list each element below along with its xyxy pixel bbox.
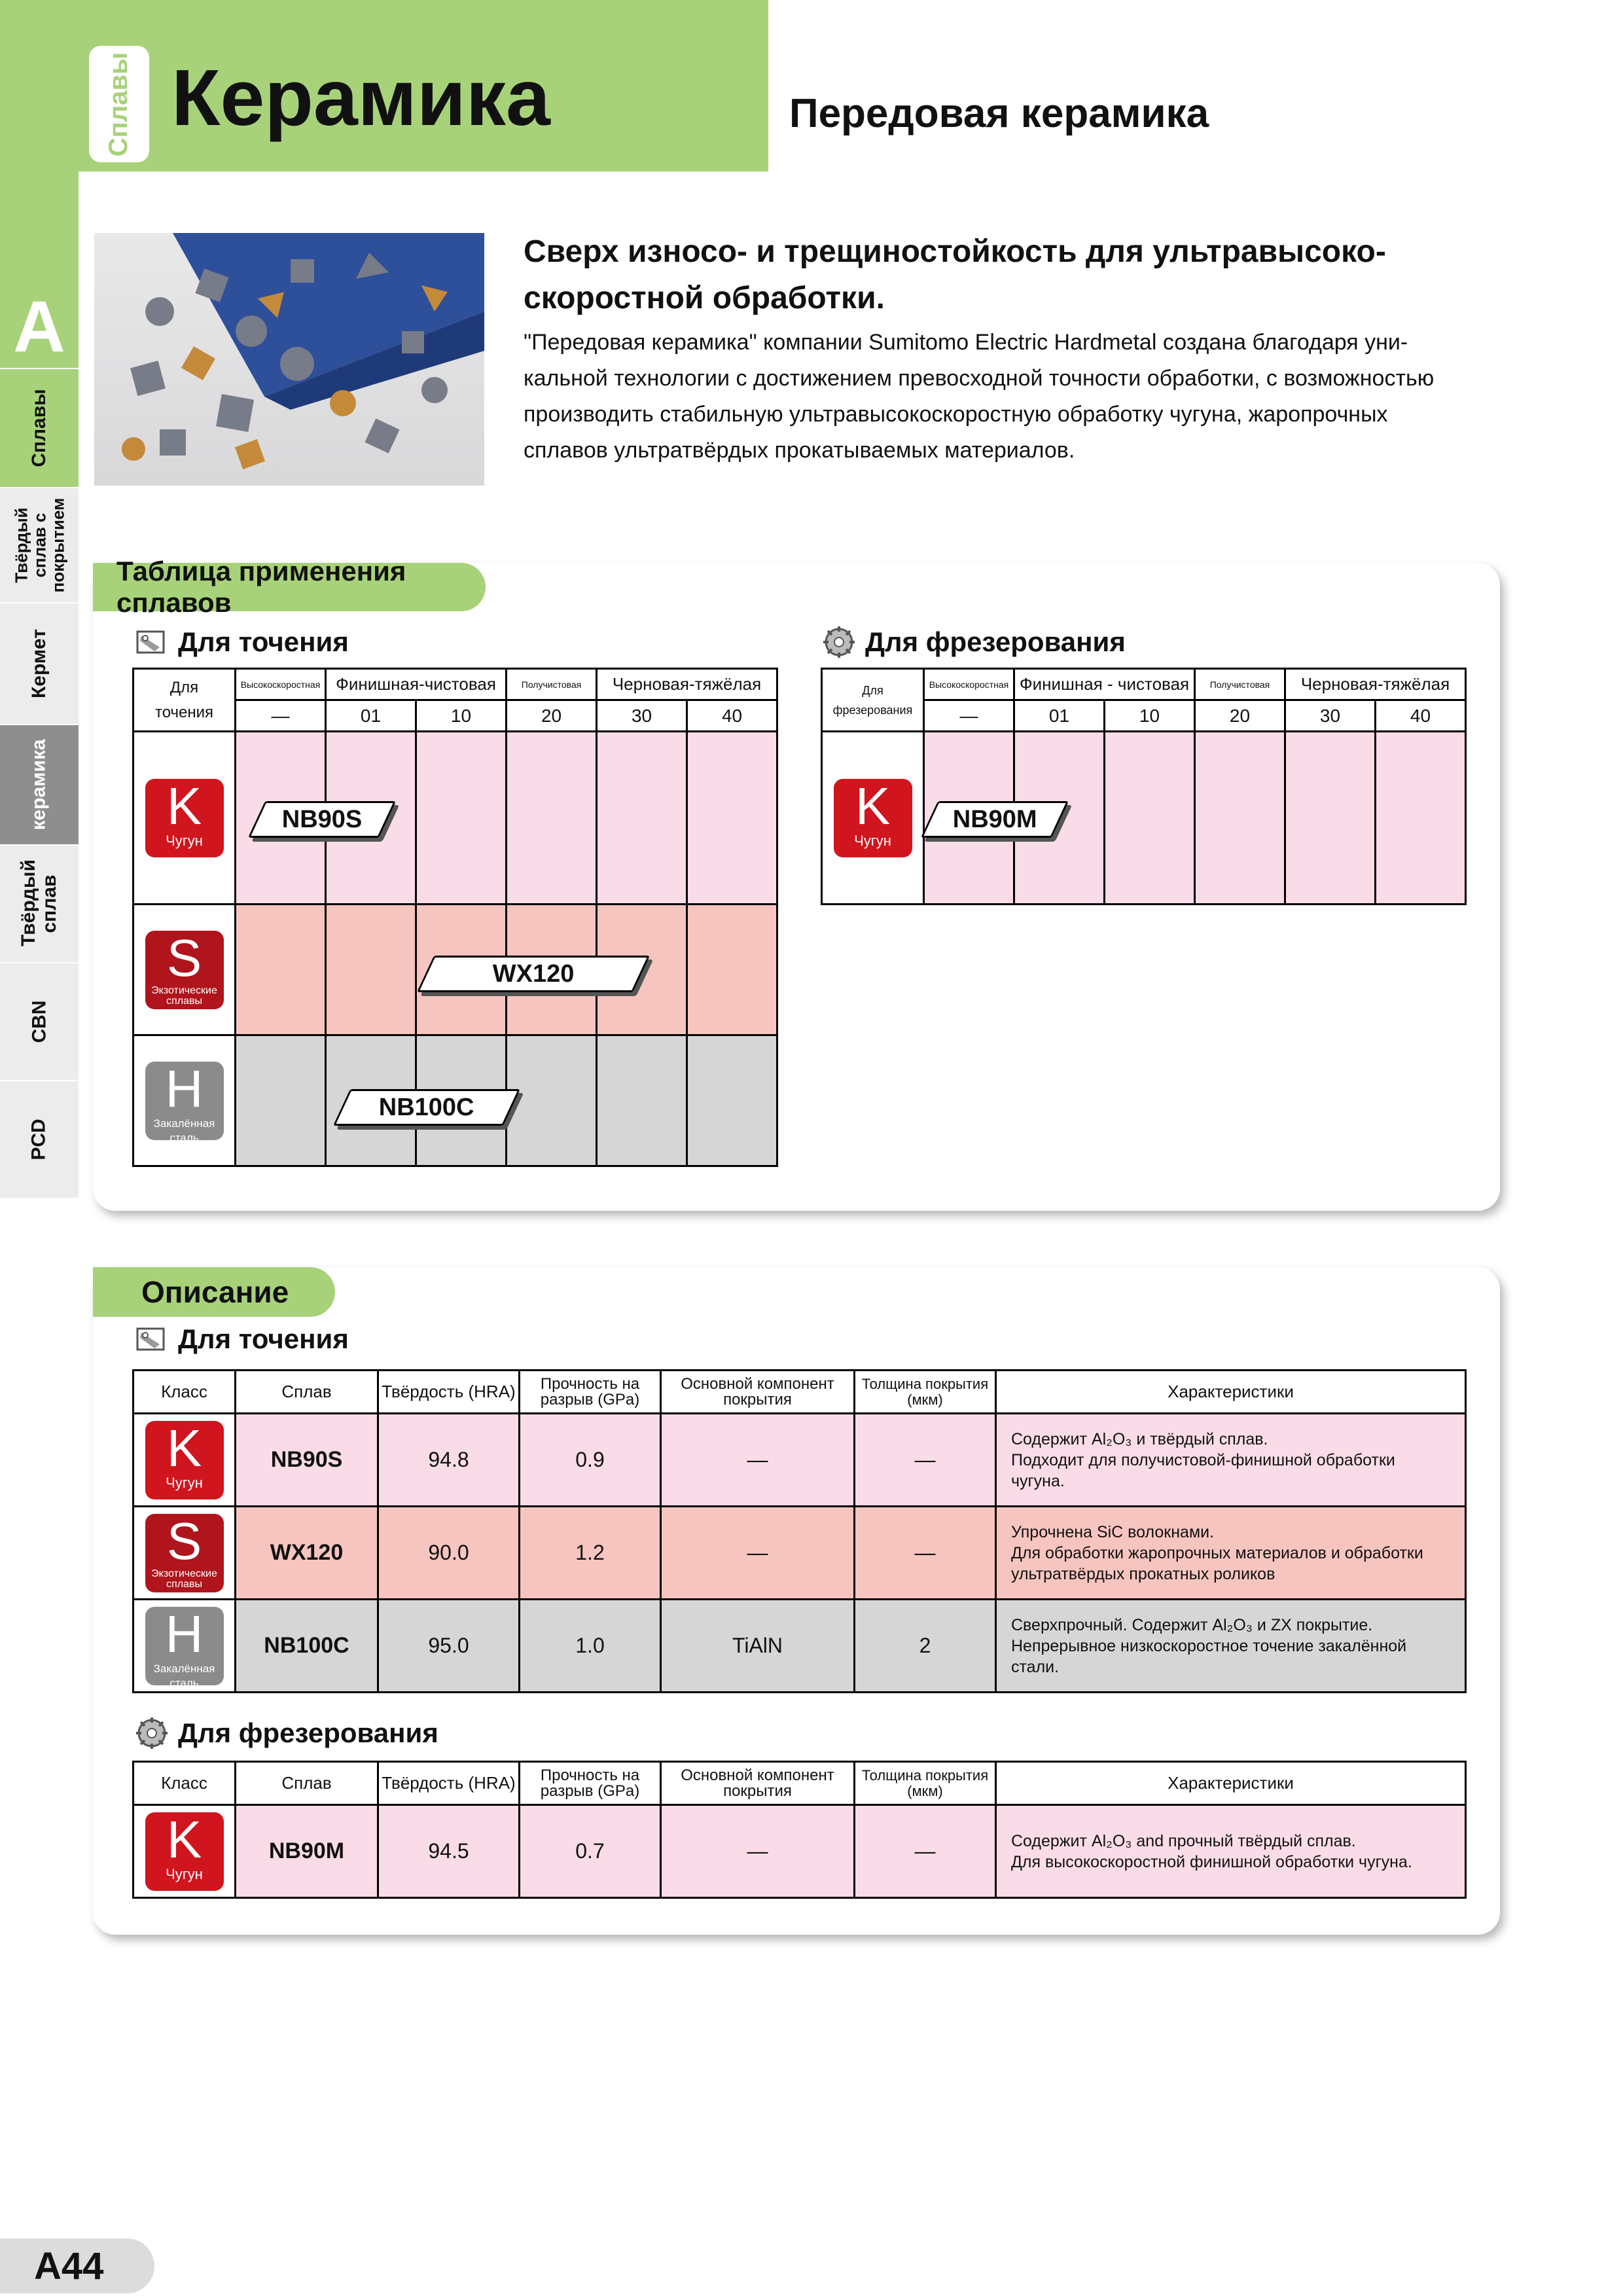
sidebar-item-label: Кермет (27, 628, 50, 699)
hardness-cell: 90.0 (378, 1507, 520, 1600)
corner-line: Для (862, 683, 883, 697)
intro-line: производить стабильную ультравысокоскоростную обработку чугуна, жаропрочных (524, 402, 1388, 427)
badge-letter: S (166, 1511, 202, 1570)
application-pill-text: Таблица применения сплавов (116, 556, 406, 618)
sidebar-item-label: CBN (28, 1000, 50, 1043)
sidebar-item-cermet[interactable] (0, 602, 79, 724)
corner-line: Для (169, 678, 199, 696)
badge-label: Закалённая сталь (153, 1117, 215, 1144)
group-semi-finishing: Получистовая (507, 669, 597, 700)
code-cell: — (236, 700, 326, 732)
table-row (134, 1805, 1466, 1898)
col-grade: Сплав (236, 1371, 378, 1414)
col-class: Класс (134, 1762, 236, 1805)
grade-label: NB100C (379, 1093, 474, 1121)
code-cell: 40 (687, 700, 777, 732)
feature-line: Подходит для получистовой-финишной обработки (1011, 1450, 1395, 1469)
section-letter: A (13, 287, 65, 367)
intro-heading-2: скоростной обработки. (524, 281, 885, 315)
desc-turning-table (132, 1369, 1467, 1693)
range-cell (507, 732, 597, 905)
col-hardness: Твёрдость (HRA) (378, 1762, 520, 1805)
range-cell (236, 1035, 326, 1166)
table-row (134, 1414, 1466, 1507)
thickness-cell: — (855, 1805, 996, 1898)
range-cell (326, 905, 416, 1035)
coating-cell: — (661, 1414, 855, 1507)
desc-milling-table (132, 1761, 1467, 1899)
grade-range-nb90s (248, 801, 396, 838)
col-hardness: Твёрдость (HRA) (378, 1371, 520, 1414)
code-cell: 01 (1014, 700, 1105, 732)
group-high-speed: Высокоскоростная (236, 669, 326, 700)
range-cell (687, 905, 777, 1035)
corner-line: точения (154, 703, 214, 721)
intro-block (524, 228, 1505, 469)
grade-cell: NB90M (236, 1805, 378, 1898)
class-cell (134, 1600, 236, 1693)
coating-cell: — (661, 1805, 855, 1898)
coating-cell: TiAlN (661, 1600, 855, 1693)
k-class-badge (834, 776, 912, 857)
sidebar-item-pcd[interactable] (0, 1080, 79, 1198)
desc-turning-title (135, 1322, 349, 1356)
hardness-cell: 94.5 (378, 1805, 520, 1898)
category-tag-text: Сплавы (104, 52, 134, 156)
grade-cell: NB100C (236, 1600, 378, 1693)
col-grade: Сплав (236, 1762, 378, 1805)
intro-heading-1: Сверх износо- и трещиностойкость для ультравысоко- (524, 234, 1386, 269)
col-strength: Прочность на разрыв (GPa) (520, 1762, 661, 1805)
intro-line: "Передовая керамика" компании Sumitomo Electric Hardmetal создана благодаря уни- (524, 330, 1408, 355)
range-cell (1105, 732, 1195, 905)
page-number (0, 2238, 154, 2293)
feature-line: Сверхпрочный. Содержит Al₂O₃ и ZX покрытие. (1011, 1615, 1373, 1634)
coating-cell: — (661, 1507, 855, 1600)
product-photo (94, 233, 484, 486)
k-class-badge (145, 1418, 224, 1499)
grade-range-nb90m (921, 801, 1069, 838)
features-cell (996, 1805, 1466, 1898)
h-class-badge (145, 1059, 224, 1144)
turning-tool-icon (135, 1322, 169, 1356)
group-semi-finishing: Получистовая (1195, 669, 1285, 700)
code-cell: 30 (597, 700, 687, 732)
thickness-cell: 2 (855, 1600, 996, 1693)
grade-range-wx120 (417, 956, 650, 992)
description-pill (93, 1267, 335, 1317)
grade-label: WX120 (492, 960, 575, 988)
badge-label: Закалённая сталь (153, 1662, 215, 1689)
turning-title-text: Для точения (178, 626, 349, 657)
code-cell: 01 (326, 700, 416, 732)
badge-letter: H (165, 1059, 204, 1118)
sidebar-item-label: керамика (28, 739, 50, 831)
k-class-badge (145, 1812, 224, 1891)
range-cell (597, 732, 687, 905)
range-cell (236, 905, 326, 1035)
feature-line: Непрерывное низкоскоростное точение закалённой (1011, 1636, 1407, 1655)
class-cell-s (134, 905, 236, 1035)
code-cell: 40 (1376, 700, 1466, 732)
code-cell: 10 (1105, 700, 1195, 732)
thickness-cell: — (855, 1414, 996, 1507)
badge-label: Чугун (166, 832, 203, 849)
class-cell-k (822, 732, 924, 905)
range-cell (687, 1035, 777, 1166)
group-roughing: Черновая-тяжёлая (1285, 669, 1466, 700)
feature-line: Для обработки жаропрочных материалов и обработки (1011, 1543, 1423, 1562)
badge-letter: K (166, 1418, 202, 1477)
hardness-cell: 94.8 (378, 1414, 520, 1507)
strength-cell: 0.7 (520, 1805, 661, 1898)
desc-turning-title-text: Для точения (178, 1323, 349, 1354)
sidebar-item-cbn[interactable] (0, 962, 79, 1080)
thickness-cell: — (855, 1507, 996, 1600)
col-features: Характеристики (996, 1762, 1466, 1805)
class-cell-h (134, 1035, 236, 1166)
k-class-badge (145, 776, 224, 857)
sidebar-item-alloys[interactable] (0, 369, 79, 487)
feature-line: чугуна. (1011, 1471, 1065, 1490)
col-coating: Основной компонент покрытия (661, 1371, 855, 1414)
turning-corner-cell (134, 669, 236, 732)
feature-line: стали. (1011, 1657, 1060, 1676)
range-cell (597, 1035, 687, 1166)
s-class-badge (145, 928, 224, 1009)
group-finishing: Финишная-чистовая (326, 669, 507, 700)
features-cell (996, 1507, 1466, 1600)
range-cell (416, 732, 507, 905)
intro-line: кальной технологии с достижением превосходной точности обработки, с возможностью (524, 366, 1435, 391)
col-class: Класс (134, 1371, 236, 1414)
badge-letter: K (166, 1810, 202, 1869)
milling-section-title (822, 625, 1126, 659)
class-cell (134, 1414, 236, 1507)
category-tag (89, 46, 149, 162)
col-features: Характеристики (996, 1371, 1466, 1414)
code-cell: 20 (1195, 700, 1285, 732)
hardness-cell: 95.0 (378, 1600, 520, 1693)
feature-line: Упрочнена SiC волокнами. (1011, 1522, 1215, 1541)
range-cell (1195, 732, 1285, 905)
features-cell (996, 1414, 1466, 1507)
badge-label: Чугун (166, 1865, 203, 1882)
range-cell (507, 1035, 597, 1166)
col-coating: Основной компонент покрытия (661, 1762, 855, 1805)
milling-cutter-icon (135, 1716, 169, 1750)
feature-line: Для высокоскоростной финишной обработки чугуна. (1011, 1852, 1412, 1871)
desc-milling-title (135, 1716, 438, 1750)
class-cell-k (134, 732, 236, 905)
grade-cell: WX120 (236, 1507, 378, 1600)
milling-application-table (821, 668, 1467, 905)
range-cell (1376, 732, 1466, 905)
col-strength: Прочность на разрыв (GPa) (520, 1371, 661, 1414)
strength-cell: 0.9 (520, 1414, 661, 1507)
badge-label: Экзотические сплавы (151, 984, 217, 1007)
sidebar-item-label: Твёрдый сплав с покрытием (11, 497, 68, 593)
milling-title-text: Для фрезерования (865, 626, 1126, 657)
code-cell: 30 (1285, 700, 1376, 732)
code-cell: — (924, 700, 1014, 732)
feature-line: ультратвёрдых прокатных роликов (1011, 1564, 1275, 1583)
group-finishing: Финишная - чистовая (1014, 669, 1195, 700)
badge-letter: K (166, 776, 202, 835)
code-cell: 20 (507, 700, 597, 732)
desc-milling-title-text: Для фрезерования (178, 1717, 438, 1748)
badge-label: Экзотические сплавы (151, 1568, 217, 1590)
sidebar-item-label: Сплавы (28, 389, 50, 467)
group-high-speed: Высокоскоростная (924, 669, 1014, 700)
milling-cutter-icon (822, 625, 856, 659)
turning-section-title (135, 625, 349, 659)
s-class-badge (145, 1511, 224, 1592)
badge-letter: S (166, 928, 202, 987)
feature-line: Содержит Al₂O₃ and прочный твёрдый сплав. (1011, 1831, 1356, 1850)
milling-corner-cell (822, 669, 924, 732)
page-number-text: A44 (34, 2244, 104, 2287)
application-pill (93, 556, 486, 618)
corner-line: фрезерования (832, 703, 913, 717)
grade-cell: NB90S (236, 1414, 378, 1507)
sidebar-item-coated-carbide[interactable] (0, 487, 79, 602)
col-thickness: Толщина покрытия (мкм) (855, 1762, 996, 1805)
class-cell (134, 1507, 236, 1600)
col-thickness: Толщина покрытия (мкм) (855, 1371, 996, 1414)
grade-label: NB90S (281, 805, 363, 833)
features-cell (996, 1600, 1466, 1693)
badge-label: Чугун (166, 1474, 203, 1491)
range-cell (1285, 732, 1376, 905)
table-row (134, 1507, 1466, 1600)
turning-tool-icon (135, 625, 169, 659)
badge-label: Чугун (854, 832, 891, 849)
intro-line: сплавов ультратвёрдых прокатываемых материалов. (524, 438, 1075, 463)
class-cell (134, 1805, 236, 1898)
feature-line: Содержит Al₂O₃ и твёрдый сплав. (1011, 1429, 1268, 1448)
h-class-badge (145, 1604, 224, 1689)
code-cell: 10 (416, 700, 507, 732)
sidebar-item-carbide[interactable] (0, 844, 79, 962)
page-title: Керамика (171, 53, 550, 142)
grade-label: NB90M (952, 805, 1037, 833)
sidebar-item-ceramic[interactable] (0, 724, 79, 844)
range-cell (687, 732, 777, 905)
table-row (134, 1600, 1466, 1693)
description-pill-text: Описание (141, 1275, 289, 1309)
sidebar-item-label: Твёрдый сплав (18, 859, 60, 946)
badge-letter: K (855, 776, 891, 835)
strength-cell: 1.2 (520, 1507, 661, 1600)
grade-range-nb100c (333, 1089, 520, 1126)
strength-cell: 1.0 (520, 1600, 661, 1693)
group-roughing: Черновая-тяжёлая (597, 669, 777, 700)
intro-body (524, 325, 1505, 469)
badge-letter: H (165, 1604, 204, 1663)
page-subtitle: Передовая керамика (789, 91, 1209, 136)
sidebar-item-label: PCD (28, 1119, 50, 1160)
